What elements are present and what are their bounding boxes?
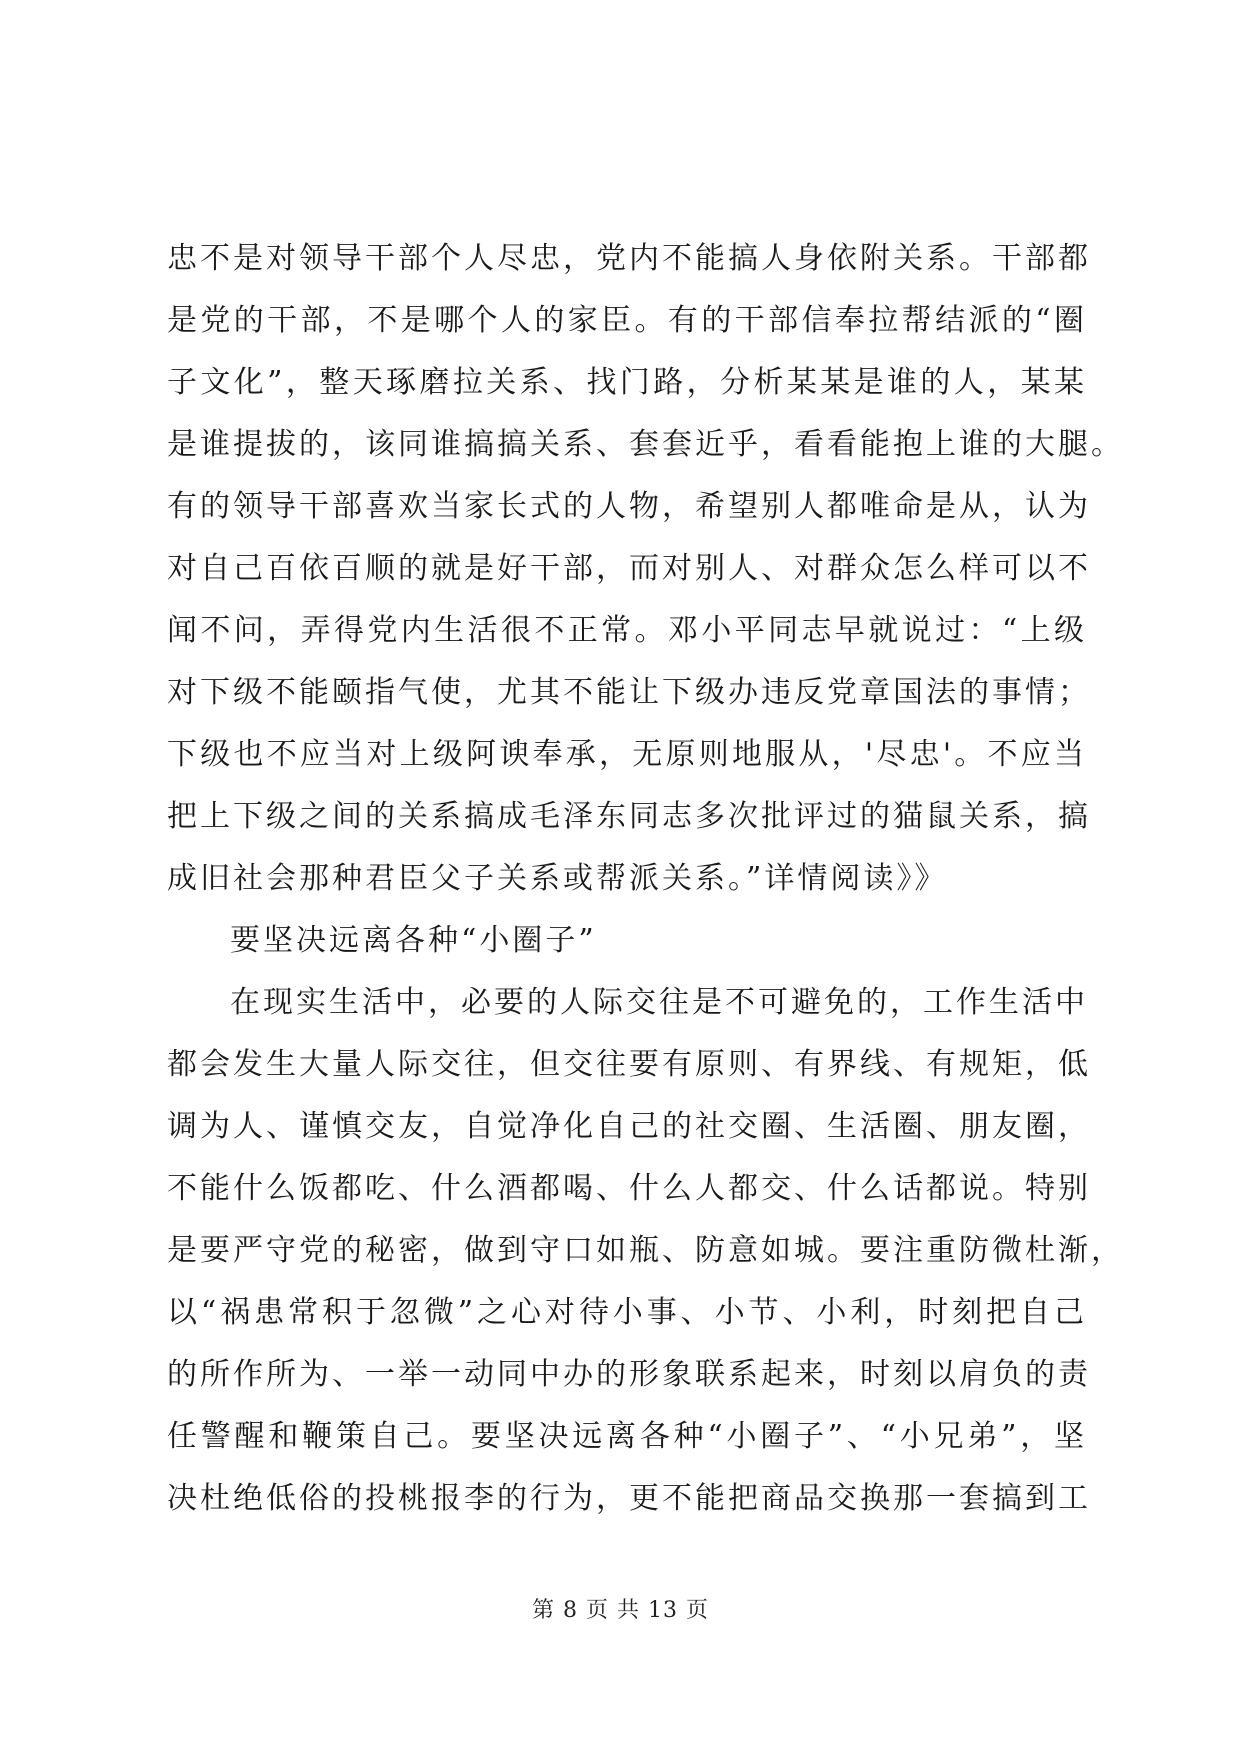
text-line: 以“祸患常积于忽微”之心对待小事、小节、小利，时刻把自己 (167, 1295, 1087, 1330)
text-line: 不能什么饭都吃、什么酒都喝、什么人都交、什么话都说。特别 (167, 1171, 1091, 1206)
text-line: 子文化”，整天琢磨拉关系、找门路，分析某某是谁的人，某某 (167, 365, 1087, 400)
text-line: 对下级不能颐指气使，尤其不能让下级办违反党章国法的事情； (167, 675, 1091, 710)
text-line: 是谁提拔的，该同谁搞搞关系、套套近乎，看看能抱上谁的大腿。 (167, 427, 1124, 462)
text-line: 对自己百依百顺的就是好干部，而对别人、对群众怎么样可以不 (167, 551, 1091, 586)
page-number-label: 第 8 页 共 13 页 (532, 1598, 709, 1623)
text-line: 调为人、谨慎交友，自觉净化自己的社交圈、生活圈、朋友圈， (167, 1109, 1091, 1144)
text-line: 任警醒和鞭策自己。要坚决远离各种“小圈子”、“小兄弟”，坚 (167, 1419, 1087, 1454)
body-text (167, 228, 1124, 1530)
text-line: 把上下级之间的关系搞成毛泽东同志多次批评过的猫鼠关系，搞 (167, 799, 1091, 834)
section-heading: 要坚决远离各种“小圈子” (230, 923, 597, 958)
text-line: 的所作所为、一举一动同中办的形象联系起来，时刻以肩负的责 (167, 1357, 1091, 1392)
text-line: 下级也不应当对上级阿谀奉承，无原则地服从，'尽忠'。不应当 (167, 737, 1087, 772)
text-line: 是党的干部，不是哪个人的家臣。有的干部信奉拉帮结派的“圈 (167, 303, 1087, 338)
text-line: 忠不是对领导干部个人尽忠，党内不能搞人身依附关系。干部都 (167, 241, 1091, 276)
text-line: 闻不问，弄得党内生活很不正常。邓小平同志早就说过：“上级 (167, 613, 1087, 648)
text-line: 决杜绝低俗的投桃报李的行为，更不能把商品交换那一套搞到工 (167, 1481, 1091, 1516)
text-line-with-read-more-link: 成旧社会那种君臣父子关系或帮派关系。”详情阅读》》 (167, 861, 948, 896)
text-line: 都会发生大量人际交往，但交往要有原则、有界线、有规矩，低 (167, 1047, 1091, 1082)
text-line: 是要严守党的秘密，做到守口如瓶、防意如城。要注重防微杜渐， (167, 1233, 1124, 1268)
page-footer (0, 1596, 1241, 1626)
text-line: 有的领导干部喜欢当家长式的人物，希望别人都唯命是从，认为 (167, 489, 1091, 524)
text-line: 在现实生活中，必要的人际交往是不可避免的，工作生活中 (230, 985, 1088, 1020)
